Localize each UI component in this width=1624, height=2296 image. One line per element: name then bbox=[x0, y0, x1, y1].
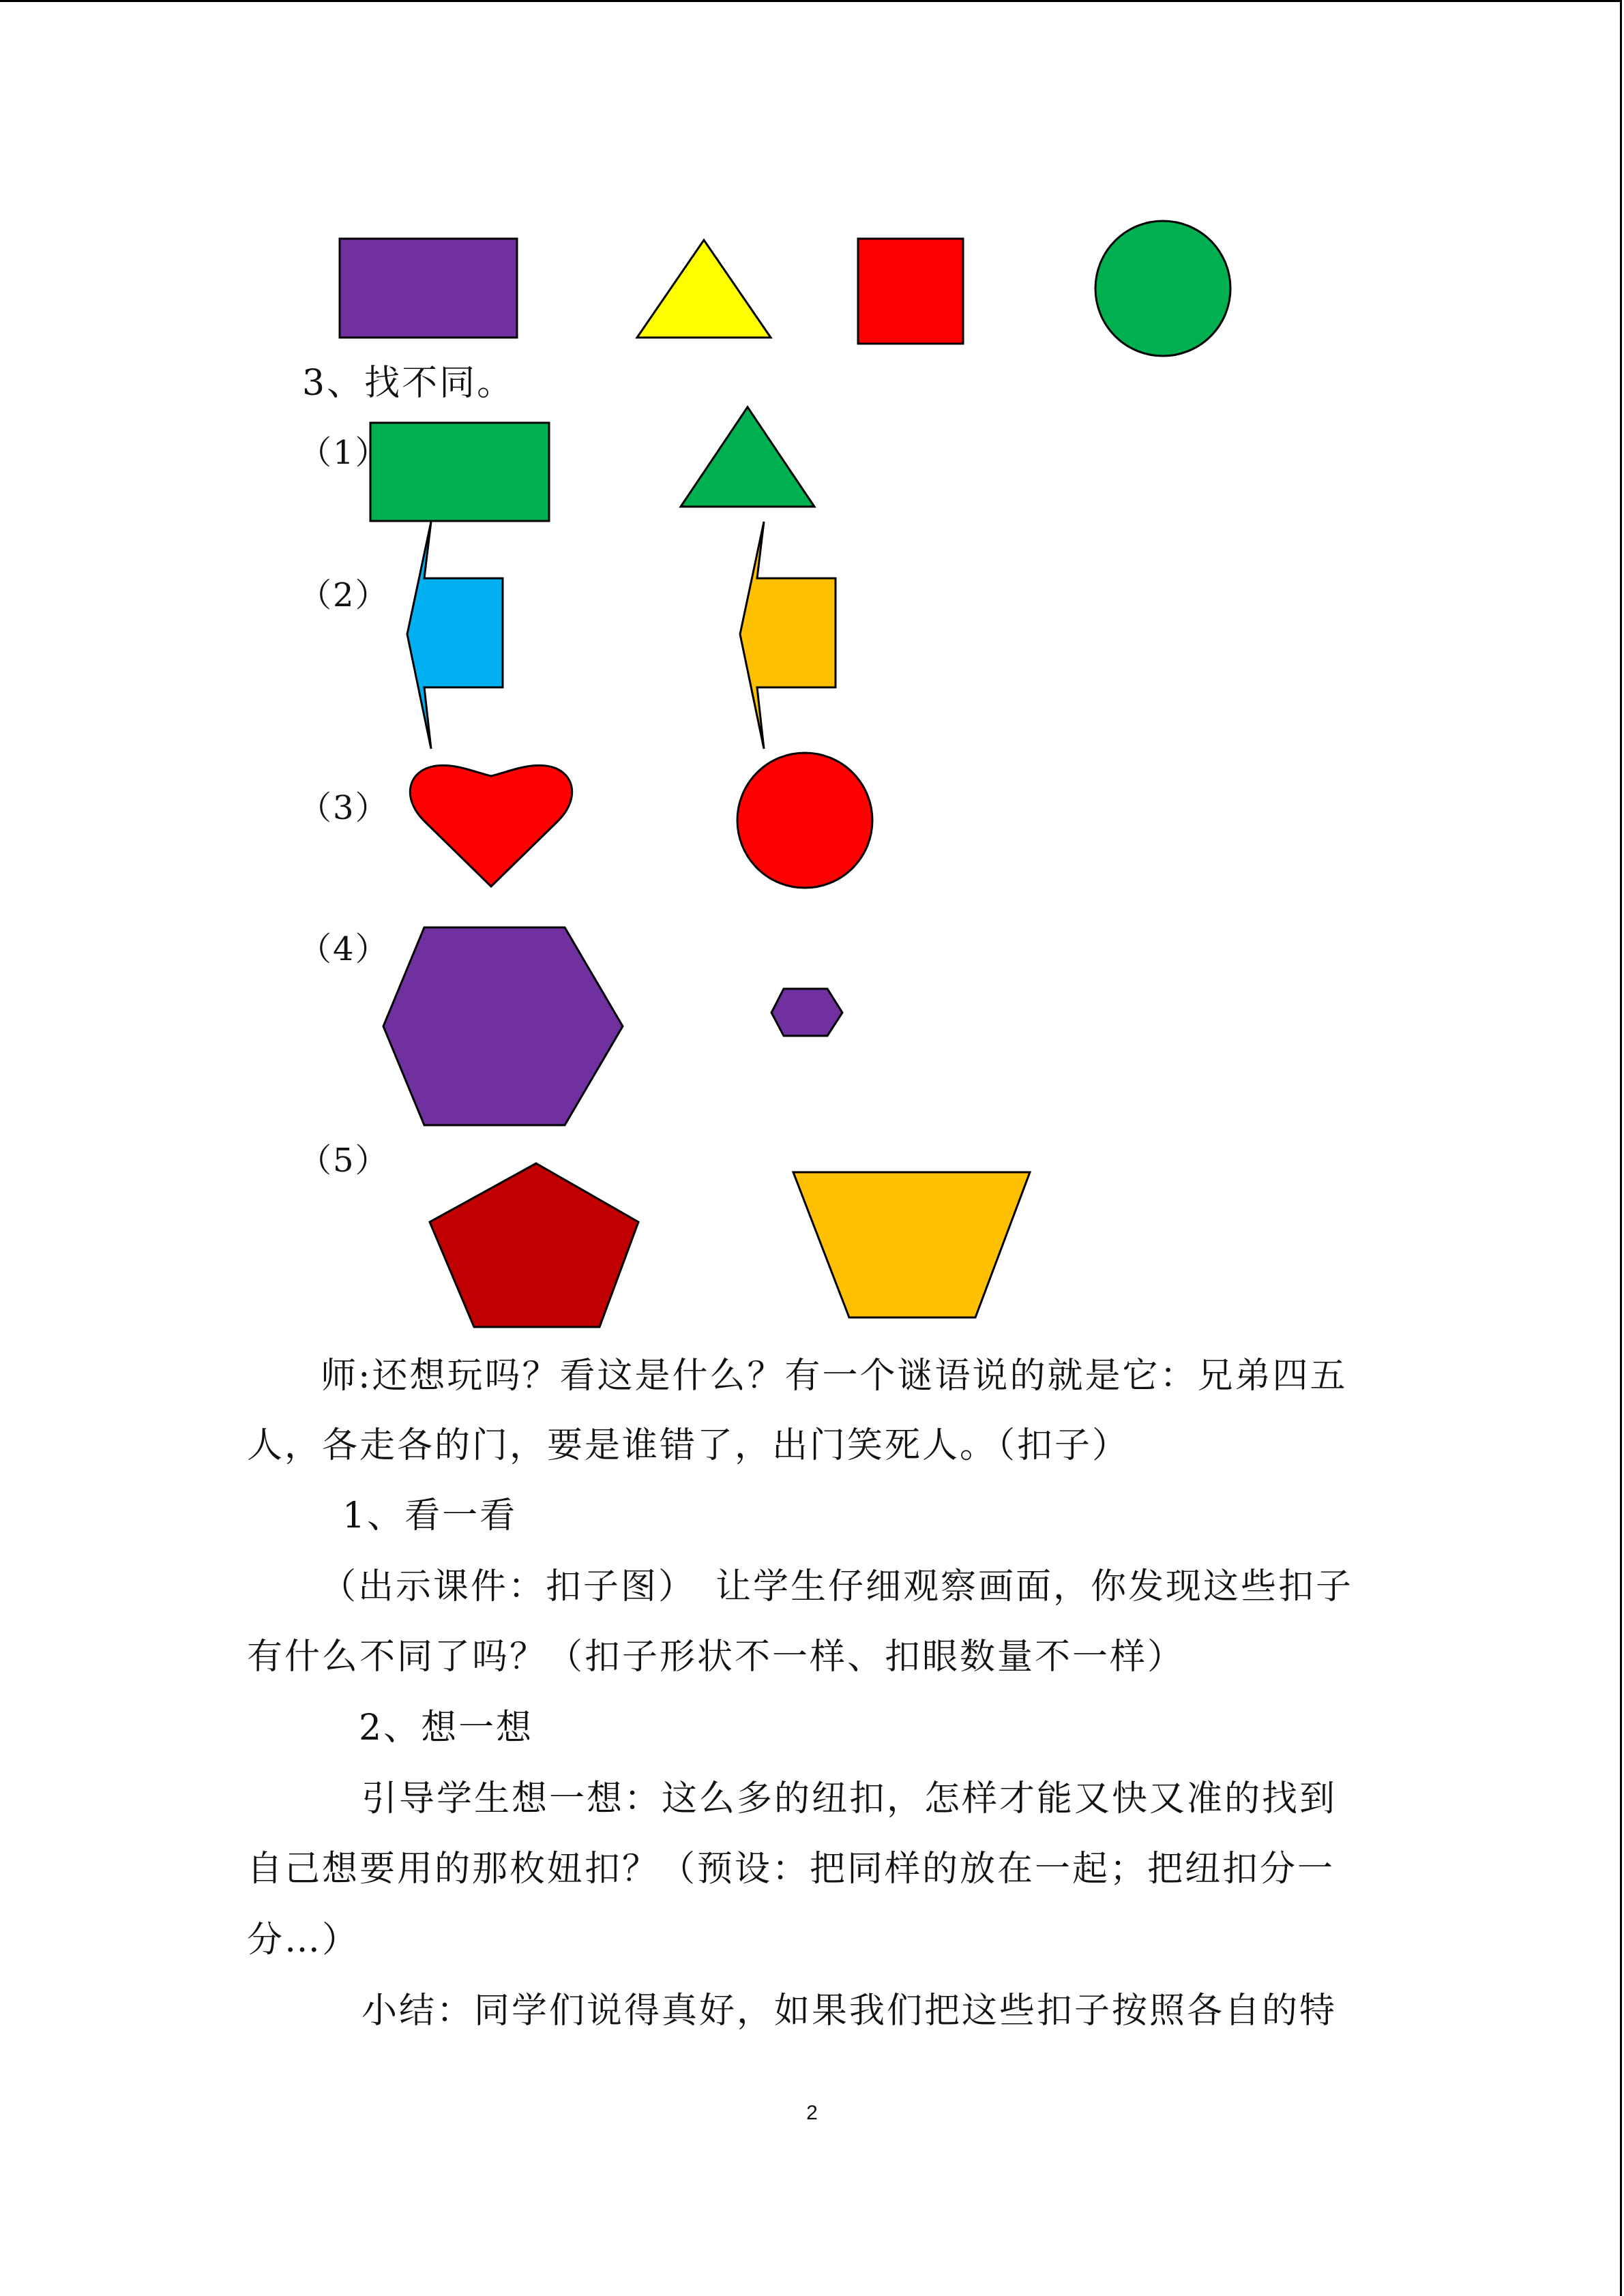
pair-label-2: （2） bbox=[299, 576, 389, 614]
page-number: 2 bbox=[806, 2102, 818, 2124]
red-heart bbox=[410, 766, 572, 886]
green-rectangle bbox=[370, 423, 549, 521]
dark-red-pentagon bbox=[430, 1163, 638, 1327]
green-triangle bbox=[681, 407, 814, 507]
paragraph-line: 小结：同学们说得真好，如果我们把这些扣子按照各自的特 bbox=[361, 1991, 1338, 2031]
small-purple-hexagon bbox=[771, 989, 842, 1036]
green-circle bbox=[1095, 221, 1230, 356]
section-heading: 3、找不同。 bbox=[302, 363, 515, 404]
pair-label-3: （3） bbox=[299, 789, 389, 827]
paragraph-line: 1、看一看 bbox=[342, 1495, 518, 1536]
paragraph-line: 2、想一想 bbox=[359, 1708, 534, 1748]
pair-label-5: （5） bbox=[299, 1142, 389, 1180]
paragraph-line: 人，各走各的门，要是谁错了，出门笑死人。（扣子） bbox=[247, 1425, 1130, 1466]
paragraph-line: 引导学生想一想：这么多的纽扣，怎样才能又快又准的找到 bbox=[361, 1778, 1338, 1819]
orange-trapezoid bbox=[793, 1172, 1030, 1317]
orange-arrow-shape bbox=[740, 522, 836, 749]
large-purple-hexagon bbox=[383, 927, 623, 1125]
yellow-triangle bbox=[637, 240, 771, 338]
paragraph-line: 有什么不同了吗？（扣子形状不一样、扣眼数量不一样） bbox=[247, 1637, 1185, 1678]
paragraph-line: 自己想要用的那枚妞扣？（预设：把同样的放在一起；把纽扣分一 bbox=[247, 1849, 1335, 1890]
pair-label-1: （1） bbox=[299, 434, 389, 472]
blue-arrow-shape bbox=[407, 522, 503, 749]
pair-label-4: （4） bbox=[299, 930, 389, 968]
purple-rectangle bbox=[340, 239, 517, 338]
paragraph-line: 师:还想玩吗？看这是什么？有一个谜语说的就是它：兄弟四五 bbox=[321, 1356, 1348, 1397]
red-square bbox=[858, 239, 963, 344]
paragraph-line: 分…） bbox=[247, 1920, 360, 1960]
paragraph-line: （出示课件：扣子图） 让学生仔细观察画面，你发现这些扣子 bbox=[321, 1566, 1354, 1607]
red-circle bbox=[737, 753, 872, 888]
